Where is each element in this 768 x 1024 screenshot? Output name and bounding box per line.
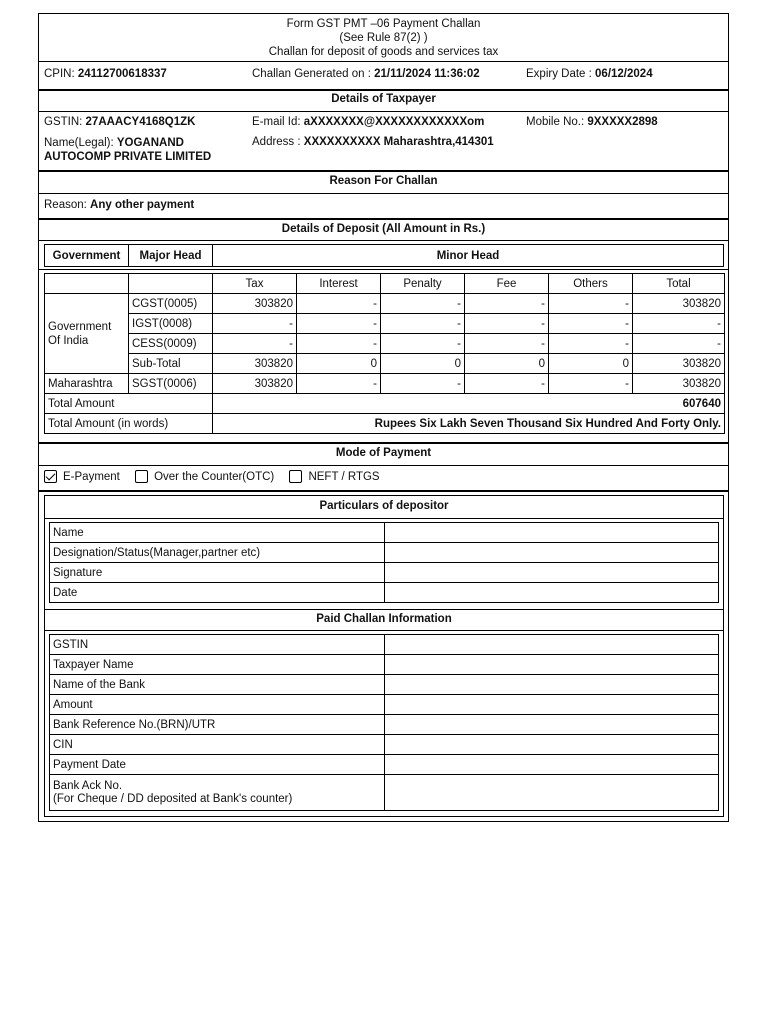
table-row <box>50 523 719 543</box>
mobile <box>526 116 658 128</box>
value-cell[interactable] <box>385 543 719 563</box>
cell: - <box>549 314 633 334</box>
table-row <box>50 675 719 695</box>
row-label: Signature <box>50 563 385 583</box>
row-head: CESS(0009) <box>129 334 213 354</box>
option-neft[interactable] <box>289 471 379 483</box>
email-value: aXXXXXXX@XXXXXXXXXXXXom <box>303 116 485 128</box>
cell: - <box>297 294 381 314</box>
table-row <box>50 583 719 603</box>
value-cell[interactable] <box>385 775 719 811</box>
cell: - <box>465 334 549 354</box>
address-label: Address : <box>252 136 304 148</box>
table-row <box>50 655 719 675</box>
option-label: Over the Counter(OTC) <box>154 470 275 483</box>
gstin <box>44 116 195 128</box>
blank-cell <box>45 274 129 294</box>
table-row <box>45 374 725 394</box>
cell: - <box>465 374 549 394</box>
option-label: NEFT / RTGS <box>308 470 380 483</box>
generated-label: Challan Generated on : <box>252 68 375 80</box>
col-others: Others <box>549 274 633 294</box>
mobile-label: Mobile No.: <box>526 116 588 128</box>
reason-label: Reason: <box>44 199 91 211</box>
row-label: Designation/Status(Manager,partner etc) <box>50 543 385 563</box>
row-label: Amount <box>50 695 385 715</box>
value-cell[interactable] <box>385 655 719 675</box>
value-cell[interactable] <box>385 563 719 583</box>
form-header <box>39 17 728 59</box>
head-government: Government <box>45 245 129 267</box>
table-row <box>45 294 725 314</box>
expiry-value: 06/12/2024 <box>595 68 653 80</box>
col-tax: Tax <box>213 274 297 294</box>
value-cell[interactable] <box>385 755 719 775</box>
head-major: Major Head <box>129 245 213 267</box>
cell: - <box>549 374 633 394</box>
row-head: Sub-Total <box>129 354 213 374</box>
expiry-date <box>526 68 653 80</box>
words-label: Total Amount (in words) <box>45 414 213 434</box>
reason-value: Any other payment <box>90 199 195 211</box>
cell: - <box>213 334 297 354</box>
cell: - <box>297 334 381 354</box>
divider <box>39 193 728 194</box>
col-penalty: Penalty <box>381 274 465 294</box>
checkbox-icon[interactable] <box>289 470 302 483</box>
blank-cell <box>129 274 213 294</box>
table-row <box>50 715 719 735</box>
cell: 303820 <box>633 374 725 394</box>
checkbox-icon[interactable] <box>135 470 148 483</box>
value-cell[interactable] <box>385 715 719 735</box>
payment-mode-options <box>44 470 380 483</box>
row-label: Payment Date <box>50 755 385 775</box>
divider <box>39 89 728 91</box>
divider <box>39 61 728 62</box>
mobile-value: 9XXXXX2898 <box>587 116 658 128</box>
generated-value: 21/11/2024 11:36:02 <box>374 68 480 80</box>
cell: - <box>381 334 465 354</box>
cell: 303820 <box>213 354 297 374</box>
table-row <box>50 543 719 563</box>
divider <box>39 269 728 270</box>
payment-mode-title: Mode of Payment <box>335 447 432 459</box>
cell: 0 <box>381 354 465 374</box>
table-row <box>50 635 719 655</box>
table-row <box>50 775 719 811</box>
total-label: Total Amount <box>45 394 213 414</box>
words-row <box>45 414 725 434</box>
total-value: 607640 <box>213 394 725 414</box>
row-label: CIN <box>50 735 385 755</box>
table-row <box>45 314 725 334</box>
address-value: XXXXXXXXXX Maharashtra,414301 <box>303 136 494 148</box>
divider <box>39 240 728 241</box>
email-label: E-mail Id: <box>252 116 304 128</box>
divider <box>45 630 723 631</box>
row-head: IGST(0008) <box>129 314 213 334</box>
reason-section-title: Reason For Challan <box>329 175 438 187</box>
row-label: GSTIN <box>50 635 385 655</box>
head-minor: Minor Head <box>213 245 724 267</box>
value-cell[interactable] <box>385 635 719 655</box>
cell: 0 <box>297 354 381 374</box>
col-total: Total <box>633 274 725 294</box>
cell: - <box>465 314 549 334</box>
legal-name-value-cont: AUTOCOMP PRIVATE LIMITED <box>44 151 212 163</box>
value-cell[interactable] <box>385 583 719 603</box>
cell: 303820 <box>633 354 725 374</box>
legal-name-value: YOGANAND <box>116 137 184 149</box>
cell: - <box>633 314 725 334</box>
depositor-panel <box>44 495 724 817</box>
ack-line-2: (For Cheque / DD deposited at Bank's counter) <box>53 792 293 805</box>
depositor-table <box>49 522 719 603</box>
legal-name <box>44 136 211 164</box>
option-label: E-Payment <box>63 470 120 483</box>
cell: - <box>297 314 381 334</box>
table-row <box>50 695 719 715</box>
divider <box>39 465 728 466</box>
divider <box>39 442 728 444</box>
cell: - <box>381 374 465 394</box>
cell: - <box>297 374 381 394</box>
row-head: CGST(0005) <box>129 294 213 314</box>
divider <box>39 490 728 492</box>
divider <box>45 518 723 519</box>
divider <box>45 609 723 610</box>
option-otc[interactable] <box>135 471 274 483</box>
deposit-columns-row <box>45 274 725 294</box>
form-title: Form GST PMT –06 Payment Challan <box>286 18 481 30</box>
depositor-section-title: Particulars of depositor <box>319 500 449 512</box>
goi-label: Government Of India <box>45 294 129 374</box>
words-value: Rupees Six Lakh Seven Thousand Six Hundred And Forty Only. <box>213 414 725 434</box>
row-head: SGST(0006) <box>129 374 213 394</box>
gstin-label: GSTIN: <box>44 116 86 128</box>
legal-name-label: Name(Legal): <box>44 137 117 149</box>
cell: 303820 <box>213 294 297 314</box>
value-cell[interactable] <box>385 675 719 695</box>
cell: - <box>465 294 549 314</box>
row-label: Name of the Bank <box>50 675 385 695</box>
value-cell[interactable] <box>385 735 719 755</box>
table-row <box>45 334 725 354</box>
cell: - <box>381 294 465 314</box>
table-row <box>45 354 725 374</box>
paid-info-section-title: Paid Challan Information <box>316 613 452 625</box>
deposit-head-table <box>44 244 724 267</box>
expiry-label: Expiry Date : <box>526 68 596 80</box>
cell: - <box>213 314 297 334</box>
divider <box>39 170 728 172</box>
ack-label <box>50 775 385 811</box>
total-row <box>45 394 725 414</box>
cell: - <box>549 294 633 314</box>
cell: 303820 <box>213 374 297 394</box>
table-row <box>50 735 719 755</box>
gstin-value: 27AAACY4168Q1ZK <box>85 116 196 128</box>
cell: - <box>633 334 725 354</box>
value-cell[interactable] <box>385 695 719 715</box>
form-rule: (See Rule 87(2) ) <box>339 32 428 44</box>
table-row <box>50 563 719 583</box>
col-interest: Interest <box>297 274 381 294</box>
cell: 0 <box>465 354 549 374</box>
row-label: Taxpayer Name <box>50 655 385 675</box>
cell: - <box>381 314 465 334</box>
email <box>252 116 484 128</box>
divider <box>39 218 728 220</box>
form-subtitle: Challan for deposit of goods and services tax <box>268 46 499 58</box>
paid-info-table <box>49 634 719 811</box>
address <box>252 136 494 148</box>
value-cell[interactable] <box>385 523 719 543</box>
taxpayer-section-title: Details of Taxpayer <box>331 93 436 105</box>
cpin-value: 24112700618337 <box>77 68 167 80</box>
col-fee: Fee <box>465 274 549 294</box>
cell: - <box>549 334 633 354</box>
row-label: Bank Reference No.(BRN)/UTR <box>50 715 385 735</box>
cpin <box>44 68 167 80</box>
cell: 303820 <box>633 294 725 314</box>
ack-line-1: Bank Ack No. <box>53 779 123 792</box>
deposit-table <box>44 273 725 434</box>
cpin-label: CPIN: <box>44 68 78 80</box>
deposit-section-title: Details of Deposit (All Amount in Rs.) <box>281 223 486 235</box>
row-label: Date <box>50 583 385 603</box>
cell: 0 <box>549 354 633 374</box>
generated-on <box>252 68 480 80</box>
reason <box>44 199 194 211</box>
table-row <box>50 755 719 775</box>
checked-checkbox-icon[interactable] <box>44 470 57 483</box>
option-epayment[interactable] <box>44 471 120 483</box>
state-label: Maharashtra <box>45 374 129 394</box>
divider <box>39 111 728 112</box>
challan-form <box>38 13 729 822</box>
row-label: Name <box>50 523 385 543</box>
